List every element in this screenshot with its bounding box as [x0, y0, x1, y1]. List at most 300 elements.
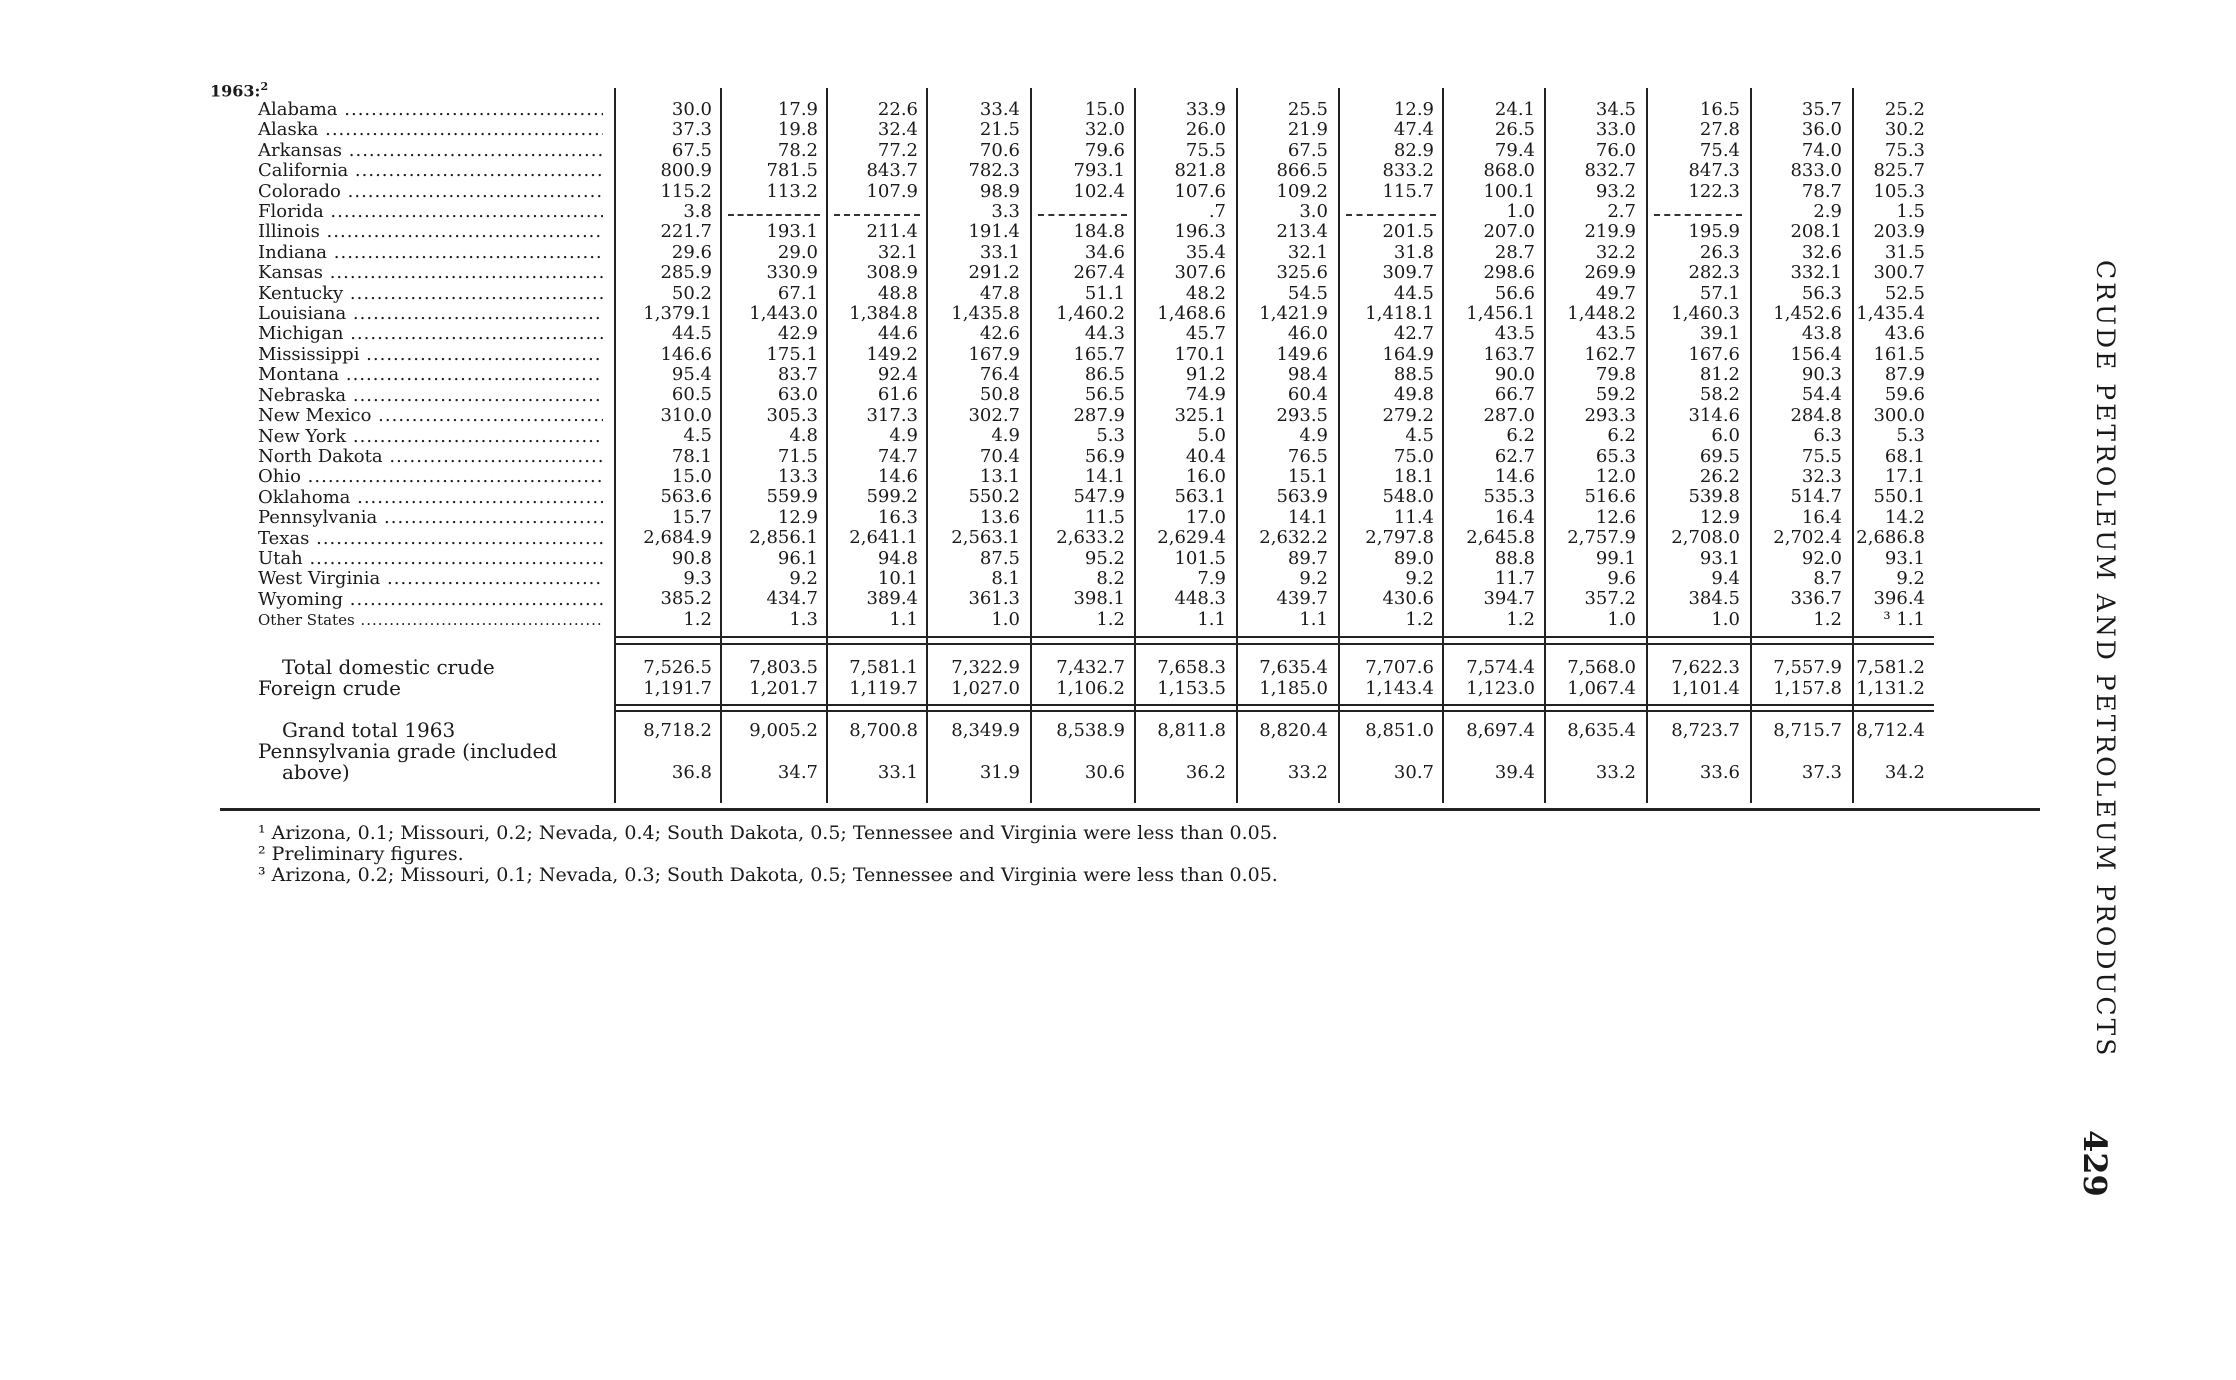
table-cell: 14.1 [1287, 506, 1328, 528]
table-cell: 302.7 [968, 404, 1020, 426]
table-cell: 44.6 [877, 323, 918, 345]
penn-grade-label-1: Pennsylvania grade (included [258, 739, 558, 763]
table-cell: 300.7 [1873, 262, 1925, 284]
table-cell: 21.9 [1287, 119, 1328, 141]
table-cell: 203.9 [1873, 221, 1925, 243]
table-cell: 105.3 [1873, 180, 1925, 202]
table-cell: 30.2 [1884, 119, 1925, 141]
table-cell: 68.1 [1884, 445, 1925, 467]
table-cell: 12.9 [1393, 99, 1434, 120]
table-cell: 83.7 [777, 364, 818, 386]
table-cell: 90.0 [1494, 364, 1535, 386]
table-cell: 15.0 [671, 466, 712, 488]
table-cell: 39.1 [1699, 323, 1740, 345]
table-cell: 43.5 [1595, 323, 1636, 345]
table-cell: 833.2 [1382, 160, 1434, 182]
table-cell: 54.5 [1287, 282, 1328, 304]
table-cell: 1,460.2 [1056, 302, 1125, 324]
table-cell: 74.0 [1801, 139, 1842, 161]
data-column [920, 100, 1020, 630]
state-name: Mississippi ..... [258, 345, 603, 365]
table-cell: 10.1 [877, 567, 918, 589]
total-cell: 7,581.2 [1856, 657, 1925, 678]
total-cell: 1,123.0 [1466, 678, 1535, 699]
table-cell: 45.7 [1185, 323, 1226, 345]
total-cell: 1,027.0 [951, 678, 1020, 699]
total-cell: 7,581.1 [849, 657, 918, 678]
footnote-1: ¹ Arizona, 0.1; Missouri, 0.2; Nevada, 0.4; South Dakota, 0.5; Tennessee and Virginia were less than 0.05. [258, 822, 1278, 844]
total-cell: 33.2 [1595, 762, 1636, 783]
table-cell: 21.5 [979, 119, 1020, 141]
table-cell: 9.2 [1896, 567, 1925, 589]
table-cell: 385.2 [660, 588, 712, 610]
table-cell: 13.3 [777, 466, 818, 488]
table-cell: 516.6 [1584, 486, 1636, 508]
table-cell: 48.2 [1185, 282, 1226, 304]
table-cell: 63.0 [777, 384, 818, 406]
table-cell: 167.6 [1688, 343, 1740, 365]
table-cell: 15.1 [1287, 466, 1328, 488]
table-cell: 8.2 [1096, 567, 1125, 589]
table-cell: 76.4 [979, 364, 1020, 386]
table-cell: 3.3 [991, 200, 1020, 222]
table-cell: 78.1 [671, 445, 712, 467]
table-cell: 81.2 [1699, 364, 1740, 386]
table-cell: 2.7 [1607, 200, 1636, 222]
table-cell: 4.8 [789, 425, 818, 447]
total-cell: 39.4 [1494, 762, 1535, 783]
table-cell: .7 [1208, 200, 1226, 222]
table-cell: 75.3 [1884, 139, 1925, 161]
table-cell: 7.9 [1197, 567, 1226, 589]
table-cell: 434.7 [766, 588, 818, 610]
state-name: Utah ..... [258, 549, 603, 569]
table-cell: 563.1 [1174, 486, 1226, 508]
total-cell: 36.8 [671, 762, 712, 783]
data-column [1126, 100, 1226, 630]
table-cell: 298.6 [1483, 262, 1535, 284]
total-domestic-label: Total domestic crude [282, 655, 495, 679]
table-cell: 833.0 [1790, 160, 1842, 182]
table-cell: 19.8 [777, 119, 818, 141]
total-cell: 1,067.4 [1567, 678, 1636, 699]
table-cell: 94.8 [877, 547, 918, 569]
data-column [718, 100, 818, 630]
table-cell: 92.4 [877, 364, 918, 386]
table-cell: 51.1 [1084, 282, 1125, 304]
table-cell: 599.2 [866, 486, 918, 508]
total-cell: 8,811.8 [1157, 720, 1226, 741]
table-cell: 208.1 [1790, 221, 1842, 243]
table-cell: 307.6 [1174, 262, 1226, 284]
subtotal-rule [614, 636, 1934, 638]
table-cell: 793.1 [1073, 160, 1125, 182]
total-cell: 1,185.0 [1259, 678, 1328, 699]
table-cell: 430.6 [1382, 588, 1434, 610]
table-cell [1640, 202, 1740, 222]
table-cell: 59.2 [1595, 384, 1636, 406]
state-name: Texas ..... [258, 529, 603, 549]
table-cell: 69.5 [1699, 445, 1740, 467]
table-cell: 42.6 [979, 323, 1020, 345]
total-cell: 9,005.2 [749, 720, 818, 741]
table-cell: 193.1 [766, 221, 818, 243]
table-cell: 14.1 [1084, 466, 1125, 488]
table-cell: 56.5 [1084, 384, 1125, 406]
state-name: Pennsylvania ..... [258, 508, 603, 528]
total-cell: 1,101.4 [1671, 678, 1740, 699]
table-cell: 287.9 [1073, 404, 1125, 426]
table-cell: 514.7 [1790, 486, 1842, 508]
table-cell: 9.2 [789, 567, 818, 589]
running-head: CRUDE PETROLEUM AND PETROLEUM PRODUCTS [2091, 260, 2120, 1059]
table-cell: 67.5 [1287, 139, 1328, 161]
table-cell: 2,645.8 [1466, 527, 1535, 549]
table-cell: 12.9 [777, 506, 818, 528]
table-cell: 58.2 [1699, 384, 1740, 406]
table-cell: 12.9 [1699, 506, 1740, 528]
table-cell: 91.2 [1185, 364, 1226, 386]
table-cell: 102.4 [1073, 180, 1125, 202]
table-cell: 18.1 [1393, 466, 1434, 488]
table-cell: 4.9 [991, 425, 1020, 447]
table-cell: 30.0 [671, 99, 712, 120]
table-cell: 26.5 [1494, 119, 1535, 141]
total-cell: 1,106.2 [1056, 678, 1125, 699]
total-cell: 8,635.4 [1567, 720, 1636, 741]
table-cell: 149.2 [866, 343, 918, 365]
table-cell: 2,632.2 [1259, 527, 1328, 549]
table-cell: 82.9 [1393, 139, 1434, 161]
table-cell: ³ 1.1 [1883, 608, 1925, 630]
table-cell: 32.1 [1287, 241, 1328, 263]
table-cell: 1,379.1 [643, 302, 712, 324]
table-cell: 146.6 [660, 343, 712, 365]
total-cell: 8,349.9 [951, 720, 1020, 741]
total-cell: 1,131.2 [1856, 678, 1925, 699]
table-cell: 2,757.9 [1567, 527, 1636, 549]
table-cell: 96.1 [777, 547, 818, 569]
table-cell: 550.1 [1873, 486, 1925, 508]
table-cell: 60.4 [1287, 384, 1328, 406]
table-cell: 113.2 [766, 180, 818, 202]
foreign-crude-label: Foreign crude [258, 676, 401, 700]
table-cell: 17.9 [777, 99, 818, 120]
data-column [1825, 100, 1925, 630]
table-cell: 35.4 [1185, 241, 1226, 263]
table-cell: 5.3 [1096, 425, 1125, 447]
table-cell: 75.5 [1185, 139, 1226, 161]
table-cell: 170.1 [1174, 343, 1226, 365]
grand-total-label: Grand total 1963 [282, 718, 456, 742]
table-cell: 1.0 [1711, 608, 1740, 630]
table-cell: 29.0 [777, 241, 818, 263]
table-cell: 89.0 [1393, 547, 1434, 569]
table-cell: 26.3 [1699, 241, 1740, 263]
table-cell: 50.2 [671, 282, 712, 304]
table-cell: 57.1 [1699, 282, 1740, 304]
table-cell: 40.4 [1185, 445, 1226, 467]
table-cell: 13.1 [979, 466, 1020, 488]
table-cell: 1.1 [1299, 608, 1328, 630]
table-cell: 93.2 [1595, 180, 1636, 202]
table-cell: 14.2 [1884, 506, 1925, 528]
table-cell: 37.3 [671, 119, 712, 141]
table-cell: 15.0 [1084, 99, 1125, 120]
table-cell: 163.7 [1483, 343, 1535, 365]
state-name: Illinois ..... [258, 222, 603, 242]
table-cell: 2,629.4 [1157, 527, 1226, 549]
total-cell: 34.7 [777, 762, 818, 783]
table-cell: 61.6 [877, 384, 918, 406]
table-cell: 539.8 [1688, 486, 1740, 508]
table-cell: 92.0 [1801, 547, 1842, 569]
table-cell: 1.0 [991, 608, 1020, 630]
table-cell: 1,456.1 [1466, 302, 1535, 324]
table-cell: 394.7 [1483, 588, 1535, 610]
table-cell: 336.7 [1790, 588, 1842, 610]
table-cell: 50.8 [979, 384, 1020, 406]
table-cell: 9.3 [683, 567, 712, 589]
total-cell: 7,658.3 [1157, 657, 1226, 678]
table-cell: 71.5 [777, 445, 818, 467]
table-cell: 1,435.4 [1856, 302, 1925, 324]
table-cell: 221.7 [660, 221, 712, 243]
table-cell: 12.0 [1595, 466, 1636, 488]
table-cell: 5.3 [1896, 425, 1925, 447]
table-cell: 330.9 [766, 262, 818, 284]
total-cell: 8,718.2 [643, 720, 712, 741]
subtotal-rule [614, 643, 1934, 645]
table-cell: 48.8 [877, 282, 918, 304]
total-cell: 7,557.9 [1773, 657, 1842, 678]
table-cell: 12.6 [1595, 506, 1636, 528]
table-cell: 78.2 [777, 139, 818, 161]
table-cell: 93.1 [1884, 547, 1925, 569]
table-cell: 439.7 [1276, 588, 1328, 610]
table-cell: 32.2 [1595, 241, 1636, 263]
table-cell: 70.6 [979, 139, 1020, 161]
state-name: Wyoming ..... [258, 590, 603, 610]
table-cell: 398.1 [1073, 588, 1125, 610]
data-column [1435, 100, 1535, 630]
table-cell: 11.7 [1494, 567, 1535, 589]
table-cell: 15.7 [671, 506, 712, 528]
table-cell: 67.1 [777, 282, 818, 304]
total-cell: 7,526.5 [643, 657, 712, 678]
footnote-2: ² Preliminary figures. [258, 843, 464, 865]
table-cell: 122.3 [1688, 180, 1740, 202]
state-name: North Dakota ..... [258, 447, 603, 467]
table-cell: 2,686.8 [1856, 527, 1925, 549]
table-cell: 267.4 [1073, 262, 1125, 284]
table-cell: 4.9 [889, 425, 918, 447]
penn-grade-label-2: above) [282, 760, 350, 784]
table-cell: 22.6 [877, 99, 918, 120]
table-cell: 8.1 [991, 567, 1020, 589]
table-cell: 2,702.4 [1773, 527, 1842, 549]
table-cell: 99.1 [1595, 547, 1636, 569]
grand-total-rule [614, 710, 1934, 712]
table-cell: 98.9 [979, 180, 1020, 202]
table-cell: 832.7 [1584, 160, 1636, 182]
table-cell: 33.9 [1185, 99, 1226, 120]
table-cell: 305.3 [766, 404, 818, 426]
table-cell: 107.6 [1174, 180, 1226, 202]
table-cell: 6.2 [1607, 425, 1636, 447]
table-cell: 32.4 [877, 119, 918, 141]
table-cell: 33.0 [1595, 119, 1636, 141]
table-cell: 1,384.8 [849, 302, 918, 324]
total-cell: 8,851.0 [1365, 720, 1434, 741]
total-cell: 8,700.8 [849, 720, 918, 741]
state-name: Other States ..... [258, 610, 603, 630]
table-cell: 559.9 [766, 486, 818, 508]
table-cell: 1.2 [683, 608, 712, 630]
table-cell: 77.2 [877, 139, 918, 161]
table-cell: 547.9 [1073, 486, 1125, 508]
table-cell: 34.5 [1595, 99, 1636, 120]
data-column [1228, 100, 1328, 630]
table-cell: 196.3 [1174, 221, 1226, 243]
table-cell: 27.8 [1699, 119, 1740, 141]
table-cell: 4.9 [1299, 425, 1328, 447]
table-cell [1025, 202, 1125, 222]
table-cell: 191.4 [968, 221, 1020, 243]
table-cell: 35.7 [1801, 99, 1842, 120]
state-name: Indiana ..... [258, 243, 603, 263]
table-cell: 2,708.0 [1671, 527, 1740, 549]
table-cell: 293.3 [1584, 404, 1636, 426]
data-column [1536, 100, 1636, 630]
table-cell: 66.7 [1494, 384, 1535, 406]
state-name: Michigan ..... [258, 324, 603, 344]
table-cell: 1.5 [1896, 200, 1925, 222]
table-cell: 548.0 [1382, 486, 1434, 508]
table-cell: 3.8 [683, 200, 712, 222]
total-cell: 7,635.4 [1259, 657, 1328, 678]
table-cell: 384.5 [1688, 588, 1740, 610]
table-cell: 1.0 [1506, 200, 1535, 222]
table-cell: 88.8 [1494, 547, 1535, 569]
table-cell: 43.6 [1884, 323, 1925, 345]
table-cell: 25.5 [1287, 99, 1328, 120]
table-cell: 33.1 [979, 241, 1020, 263]
table-cell: 90.8 [671, 547, 712, 569]
table-cell: 14.6 [1494, 466, 1535, 488]
table-cell: 847.3 [1688, 160, 1740, 182]
table-cell: 17.0 [1185, 506, 1226, 528]
table-cell: 843.7 [866, 160, 918, 182]
data-column [1025, 100, 1125, 630]
table-cell: 75.0 [1393, 445, 1434, 467]
table-cell: 287.0 [1483, 404, 1535, 426]
table-cell: 9.2 [1299, 567, 1328, 589]
table-cell: 2,684.9 [643, 527, 712, 549]
table-cell: 1,460.3 [1671, 302, 1740, 324]
data-column [1640, 100, 1740, 630]
table-cell: 34.6 [1084, 241, 1125, 263]
table-cell: 16.5 [1699, 99, 1740, 120]
table-cell: 31.8 [1393, 241, 1434, 263]
total-cell: 36.2 [1185, 762, 1226, 783]
table-cell: 1,452.6 [1773, 302, 1842, 324]
state-name: Louisiana ..... [258, 304, 603, 324]
table-cell: 201.5 [1382, 221, 1434, 243]
table-cell: 115.2 [660, 180, 712, 202]
total-cell: 8,715.7 [1773, 720, 1842, 741]
table-cell: 308.9 [866, 262, 918, 284]
table-cell: 42.9 [777, 323, 818, 345]
table-cell: 156.4 [1790, 343, 1842, 365]
table-cell [718, 202, 818, 222]
table-cell: 396.4 [1873, 588, 1925, 610]
table-cell: 47.4 [1393, 119, 1434, 141]
table-cell: 29.6 [671, 241, 712, 263]
table-cell: 1.3 [789, 608, 818, 630]
table-cell: 1,418.1 [1365, 302, 1434, 324]
table-cell: 87.9 [1884, 364, 1925, 386]
table-cell: 11.5 [1084, 506, 1125, 528]
table-cell: 88.5 [1393, 364, 1434, 386]
table-cell: 46.0 [1287, 323, 1328, 345]
table-cell: 32.3 [1801, 466, 1842, 488]
total-cell: 30.7 [1393, 762, 1434, 783]
table-cell: 87.5 [979, 547, 1020, 569]
table-cell: 165.7 [1073, 343, 1125, 365]
state-name: Ohio ..... [258, 467, 603, 487]
table-cell: 4.5 [1405, 425, 1434, 447]
table-cell: 49.8 [1393, 384, 1434, 406]
state-name: Kansas ..... [258, 263, 603, 283]
table-cell: 207.0 [1483, 221, 1535, 243]
table-cell: 1,443.0 [749, 302, 818, 324]
table-cell: 1.0 [1607, 608, 1636, 630]
table-cell: 31.5 [1884, 241, 1925, 263]
table-cell: 2,633.2 [1056, 527, 1125, 549]
state-name: Florida ..... [258, 202, 603, 222]
table-cell: 291.2 [968, 262, 1020, 284]
table-cell: 284.8 [1790, 404, 1842, 426]
year-label: 1963:$^2$ [210, 80, 269, 101]
table-cell [1334, 202, 1434, 222]
table-cell: 6.2 [1506, 425, 1535, 447]
table-cell: 32.0 [1084, 119, 1125, 141]
table-cell: 314.6 [1688, 404, 1740, 426]
table-cell: 79.8 [1595, 364, 1636, 386]
table-cell: 164.9 [1382, 343, 1434, 365]
table-cell: 107.9 [866, 180, 918, 202]
table-cell: 1.2 [1813, 608, 1842, 630]
table-cell: 59.6 [1884, 384, 1925, 406]
table-cell: 1,468.6 [1157, 302, 1226, 324]
table-cell: 24.1 [1494, 99, 1535, 120]
table-cell: 56.9 [1084, 445, 1125, 467]
table-cell: 300.0 [1873, 404, 1925, 426]
total-cell: 7,568.0 [1567, 657, 1636, 678]
table-cell: 213.4 [1276, 221, 1328, 243]
table-cell: 95.4 [671, 364, 712, 386]
total-cell: 30.6 [1084, 762, 1125, 783]
data-column [818, 100, 918, 630]
state-list [258, 100, 603, 631]
table-cell: 535.3 [1483, 486, 1535, 508]
footnote-3: ³ Arizona, 0.2; Missouri, 0.1; Nevada, 0.3; South Dakota, 0.5; Tennessee and Virginia were less than 0.05. [258, 864, 1278, 886]
table-cell: 74.9 [1185, 384, 1226, 406]
total-cell: 7,322.9 [951, 657, 1020, 678]
table-cell: 2,641.1 [849, 527, 918, 549]
table-cell: 44.3 [1084, 323, 1125, 345]
